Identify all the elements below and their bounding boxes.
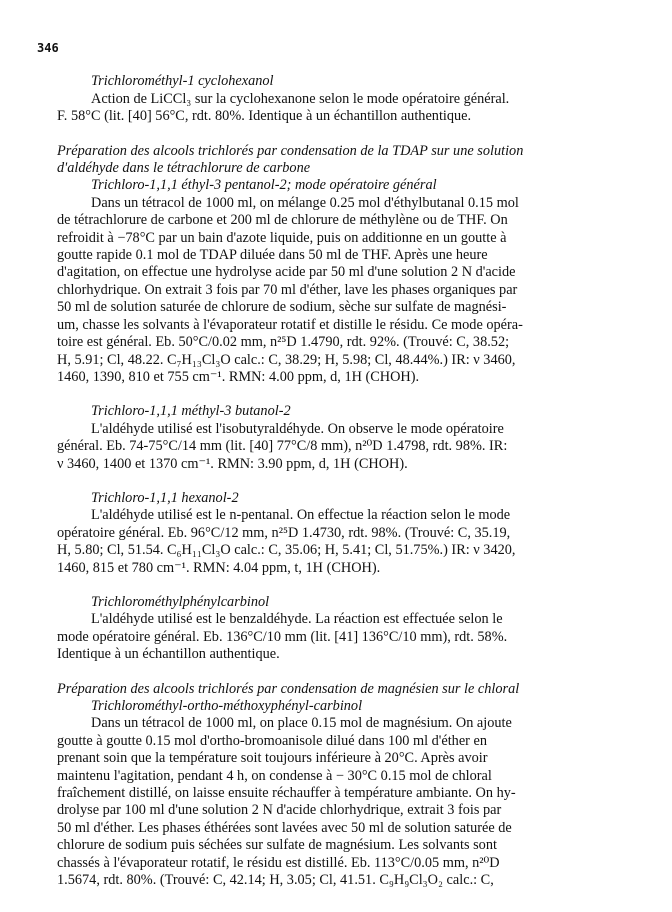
text-line: opératoire général. Eb. 96°C/12 mm, n²⁵D 1.4730, rdt. 98%. (Trouvé: C, 35.19, <box>57 524 511 541</box>
text-line: prenant soin que la température soit toujours inférieure à 20°C. Après avoir <box>57 750 488 767</box>
section-title-line: d'aldéhyde dans le tétrachlorure de carbone <box>57 160 311 177</box>
compound-block <box>57 594 617 664</box>
text-line: Identique à un échantillon authentique. <box>57 646 280 663</box>
text-line: H, 5.80; Cl, 51.54. C₆H₁₁Cl₃O calc.: C, 35.06; H, 5.41; Cl, 51.75%.) IR: ν 3420, <box>57 542 516 559</box>
compound-title: Trichloro-1,1,1 hexanol-2 <box>91 489 239 506</box>
page-number: 346 <box>37 41 59 55</box>
text-line: chlorhydrique. On extrait 3 fois par 70 ml d'éther, lave les phases organiques par <box>57 281 518 298</box>
text-line: drolyse par 100 ml d'une solution 2 N d'acide chlorhydrique, extrait 3 fois par <box>57 802 502 819</box>
compound-title: Trichlorométhylphénylcarbinol <box>91 593 270 610</box>
text-line: de tétrachlorure de carbone et 200 ml de chlorure de méthylène ou de THF. On <box>57 212 508 229</box>
text-line: Action de LiCCl₃ sur la cyclohexanone selon le mode opératoire général. <box>91 90 510 107</box>
text-line: fraîchement distillé, on laisse ensuite réchauffer à température ambiante. On hy- <box>57 785 516 802</box>
text-line: L'aldéhyde utilisé est l'isobutyraldéhyde. On observe le mode opératoire <box>91 420 504 437</box>
text-line: F. 58°C (lit. [40] 56°C, rdt. 80%. Identique à un échantillon authentique. <box>57 108 472 125</box>
text-line: mode opératoire général. Eb. 136°C/10 mm (lit. [41] 136°C/10 mm), rdt. 58%. <box>57 628 508 645</box>
text-line: goutte rapide 0.1 mol de TDAP diluée dans 50 ml de THF. Après une heure <box>57 247 488 264</box>
text-line: 1460, 815 et 780 cm⁻¹. RMN: 4.04 ppm, t, 1H (CHOH). <box>57 559 381 576</box>
text-line: 50 ml de solution saturée de chlorure de sodium, sèche sur sulfate de magnési- <box>57 299 507 316</box>
text-line: 50 ml d'éther. Les phases éthérées sont lavées avec 50 ml de solution saturée de <box>57 819 512 836</box>
compound-block <box>57 403 617 473</box>
text-line: L'aldéhyde utilisé est le benzaldéhyde. La réaction est effectuée selon le <box>91 611 503 628</box>
text-line: L'aldéhyde utilisé est le n-pentanal. On effectue la réaction selon le mode <box>91 507 511 524</box>
text-line: d'agitation, on effectue une hydrolyse acide par 50 ml d'une solution 2 N d'acide <box>57 264 516 281</box>
text-line: um, chasse les solvants à l'évaporateur rotatif et distille le résidu. Ce mode opéra- <box>57 316 523 333</box>
compound-title: Trichlorométhyl-1 cyclohexanol <box>91 73 274 90</box>
text-line: Dans un tétracol de 1000 ml, on mélange 0.25 mol d'éthylbutanal 0.15 mol <box>91 194 519 211</box>
compound-title: Trichloro-1,1,1 méthyl-3 butanol-2 <box>91 403 291 420</box>
text-line: général. Eb. 74-75°C/14 mm (lit. [40] 77°C/8 mm), n²⁰D 1.4798, rdt. 98%. IR: <box>57 438 508 455</box>
text-line: toire est général. Eb. 50°C/0.02 mm, n²⁵D 1.4790, rdt. 92%. (Trouvé: C, 38.52; <box>57 334 510 351</box>
procedure-title: Trichloro-1,1,1 éthyl-3 pentanol-2; mode opératoire général <box>91 177 437 194</box>
page-content <box>37 40 617 889</box>
text-line: chassés à l'évaporateur rotatif, le résidu est distillé. Eb. 113°C/0.05 mm, n²⁰D <box>57 854 500 871</box>
compound-block <box>57 490 617 577</box>
text-line: ν 3460, 1400 et 1370 cm⁻¹. RMN: 3.90 ppm, d, 1H (CHOH). <box>57 455 408 472</box>
text-line: chlorure de sodium puis séchées sur sulfate de magnésium. Les solvants sont <box>57 837 497 854</box>
text-line: 1.5674, rdt. 80%. (Trouvé: C, 42.14; H, 3.05; Cl, 41.51. C₉H₉Cl₃O₂ calc.: C, <box>57 872 494 889</box>
text-line: refroidit à −78°C par un bain d'azote liquide, puis on additionne en un goutte à <box>57 229 507 246</box>
procedure-title: Trichlorométhyl-ortho-méthoxyphényl-carbinol <box>91 698 363 714</box>
section-block <box>57 681 617 890</box>
text-line: Dans un tétracol de 1000 ml, on place 0.15 mol de magnésium. On ajoute <box>91 715 512 732</box>
text-line: H, 5.91; Cl, 48.22. C₇H₁₃Cl₃O calc.: C, 38.29; H, 5.98; Cl, 48.44%.) IR: ν 3460, <box>57 351 516 368</box>
section-block <box>57 143 617 387</box>
text-line: maintenu l'agitation, pendant 4 h, on condense à − 30°C 0.15 mol de chloral <box>57 767 492 784</box>
text-line: goutte à goutte 0.15 mol d'ortho-bromoanisole dilué dans 100 ml d'éther en <box>57 732 488 749</box>
compound-block <box>57 73 617 125</box>
section-title-line: Préparation des alcools trichlorés par condensation de la TDAP sur une solution <box>57 142 524 159</box>
section-title-line: Préparation des alcools trichlorés par condensation de magnésien sur le chloral <box>57 680 520 697</box>
text-line: 1460, 1390, 810 et 755 cm⁻¹. RMN: 4.00 ppm, d, 1H (CHOH). <box>57 368 420 385</box>
